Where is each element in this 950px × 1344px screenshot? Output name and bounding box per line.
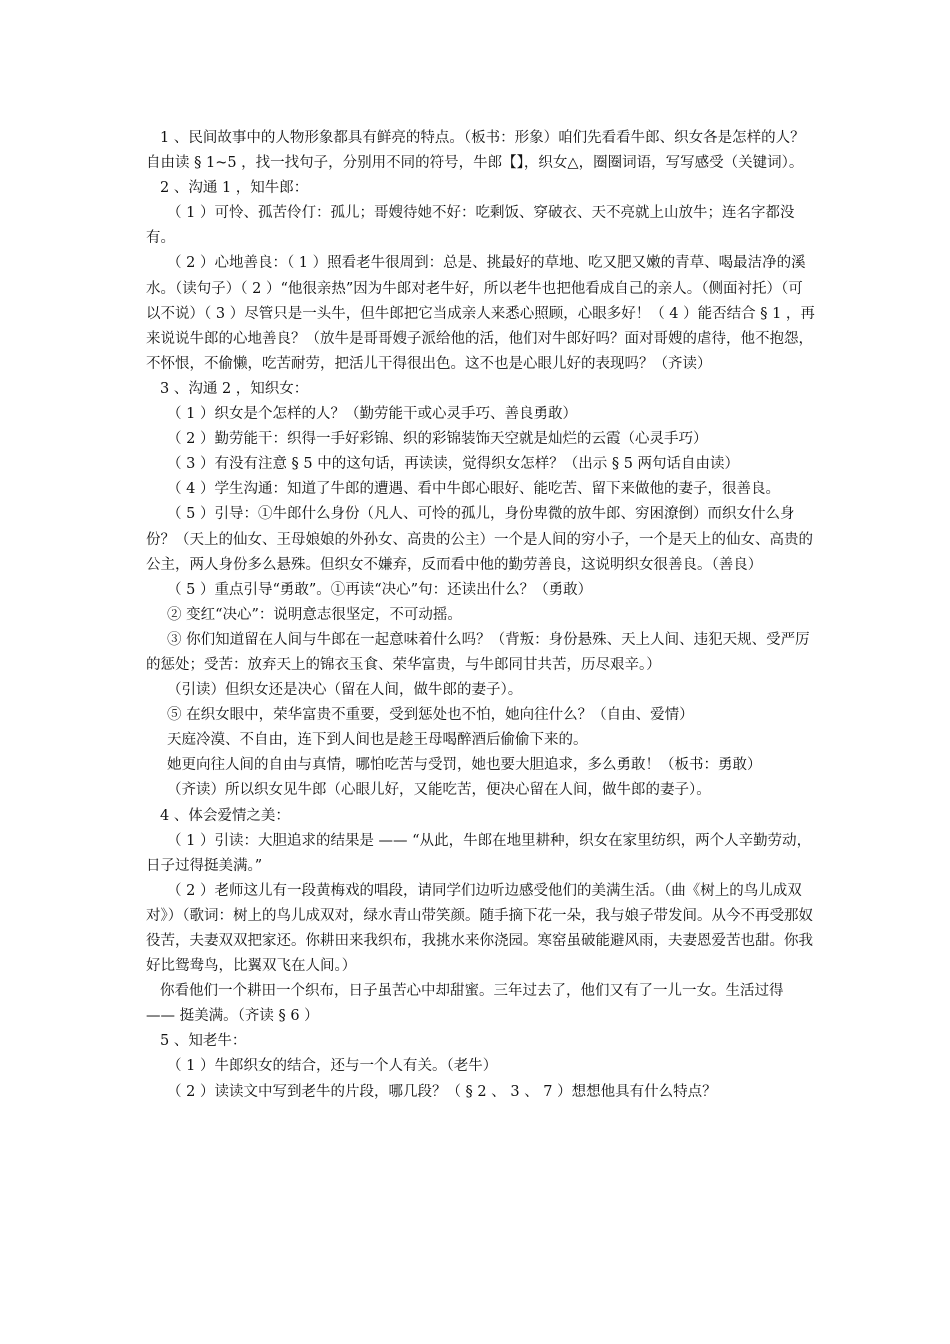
document-body [146,126,816,1105]
paragraph: 她更向往人间的自由与真情，哪怕吃苦与受罚，她也要大胆追求，多么勇敢！（板书：勇敢） [167,757,762,774]
paragraph: （齐读）所以织女见牛郎（心眼儿好，又能吃苦，便决心留在人间，做牛郎的妻子）。 [167,782,711,799]
paragraph: （引读）但织女还是决心（留在人间，做牛郎的妻子）。 [167,682,523,699]
paragraph: （ 4 ）学生沟通：知道了牛郎的遭遇、看中牛郎心眼好、能吃苦、留下来做他的妻子，很善良。 [167,481,780,498]
paragraph: （ 5 ）引导：①牛郎什么身份（凡人、可怜的孤儿，身份卑微的放牛郎、穷困潦倒）而织女什么身份？（天上的仙女、王母娘娘的外孙女、高贵的公主）一个是人间的穷小子，一个是天上的仙女、高贵的公主，两人身份多么悬殊。但织女不嫌弃，反而看中他的勤劳善良，这说明织女很善良。（善良） [146,506,813,573]
paragraph: （ 1 ）牛郎织女的结合，还与一个人有关。（老牛） [167,1058,498,1075]
paragraph: 你看他们一个耕田一个织布，日子虽苦心中却甜蜜。三年过去了，他们又有了一儿一女。生活过得 —— 挺美满。（齐读 § 6 ） [146,983,784,1025]
paragraph: （ 1 ）可怜、孤苦伶仃：孤儿；哥嫂待她不好：吃剩饭、穿破衣、天不亮就上山放牛；连名字都没有。 [146,205,795,247]
paragraph: （ 2 ）勤劳能干：织得一手好彩锦、织的彩锦装饰天空就是灿烂的云霞（心灵手巧） [167,431,708,448]
paragraph: （ 2 ）老师这儿有一段黄梅戏的唱段，请同学们边听边感受他们的美满生活。（曲《树上的鸟儿成双对》）（歌词：树上的鸟儿成双对，绿水青山带笑颜。随手摘下花一朵，我与娘子带发间。从今不再受那奴役苦，夫妻双双把家还。你耕田来我织布，我挑水来你浇园。寒窑虽破能避风雨，夫妻恩爱苦也甜。你我好比鸳鸯鸟，比翼双飞在人间。） [146,882,813,975]
paragraph: ③ 你们知道留在人间与牛郎在一起意味着什么吗？（背叛：身份悬殊、天上人间、违犯天规、受严厉的惩处；受苦：放弃天上的锦衣玉食、荣华富贵，与牛郎同甘共苦，历尽艰辛。） [146,631,810,673]
paragraph: 3 、沟通 2 ，知织女： [160,380,309,397]
paragraph: 2 、沟通 1 ，知牛郎： [160,180,309,197]
paragraph: （ 1 ）引读：大胆追求的结果是 —— “从此，牛郎在地里耕种，织女在家里纺织，两个人辛勤劳动，日子过得挺美满。” [146,832,812,874]
paragraph: ② 变红“决心”：说明意志很坚定，不可动摇。 [167,606,462,623]
paragraph: （ 2 ）读读文中写到老牛的片段，哪几段？（ § 2 、 3 、 7 ）想想他具有什么特点？ [167,1083,717,1100]
paragraph: 5 、知老牛： [160,1033,247,1050]
paragraph: （ 2 ）心地善良：（ 1 ）照看老牛很周到：总是、挑最好的草地、吃又肥又嫩的青草、喝最洁净的溪水。（读句子）（ 2 ）“他很亲热”因为牛郎对老牛好，所以老牛也把他看成自己的亲人。（侧面衬托）（可以不说）（ 3 ）尽管只是一头牛，但牛郎把它当成亲人来悉心照顾，心眼多好！（ 4 ）能否结合 § 1 ，再来说说牛郎的心地善良？（放牛是哥哥嫂子派给他的活，他们对牛郎好吗？面对哥嫂的虐待，他不抱怨，不怀恨，不偷懒，吃苦耐劳，把活儿干得很出色。这不也是心眼儿好的表现吗？（齐读） [146,255,815,372]
paragraph: （ 1 ）织女是个怎样的人？（勤劳能干或心灵手巧、善良勇敢） [167,406,577,423]
paragraph: 4 、体会爱情之美： [160,807,290,824]
paragraph: （ 3 ）有没有注意 § 5 中的这句话，再读读，觉得织女怎样？（出示 § 5 两句话自由读） [167,456,740,473]
paragraph: 天庭冷漠、不自由，连下到人间也是趁王母喝醉酒后偷偷下来的。 [167,732,588,749]
paragraph: 1 、民间故事中的人物形象都具有鲜亮的特点。（板书：形象）咱们先看看牛郎、织女各是怎样的人？自由读 § 1~5 ，找一找句子，分别用不同的符号，牛郎【】，织女△，圈圈词语，写写感受（关键词）。 [146,130,805,172]
paragraph: ⑤ 在织女眼中，荣华富贵不重要，受到惩处也不怕，她向往什么？（自由、爱情） [167,707,694,724]
paragraph: （ 5 ）重点引导“勇敢”。①再读“决心”句：还读出什么？（勇敢） [167,581,593,598]
